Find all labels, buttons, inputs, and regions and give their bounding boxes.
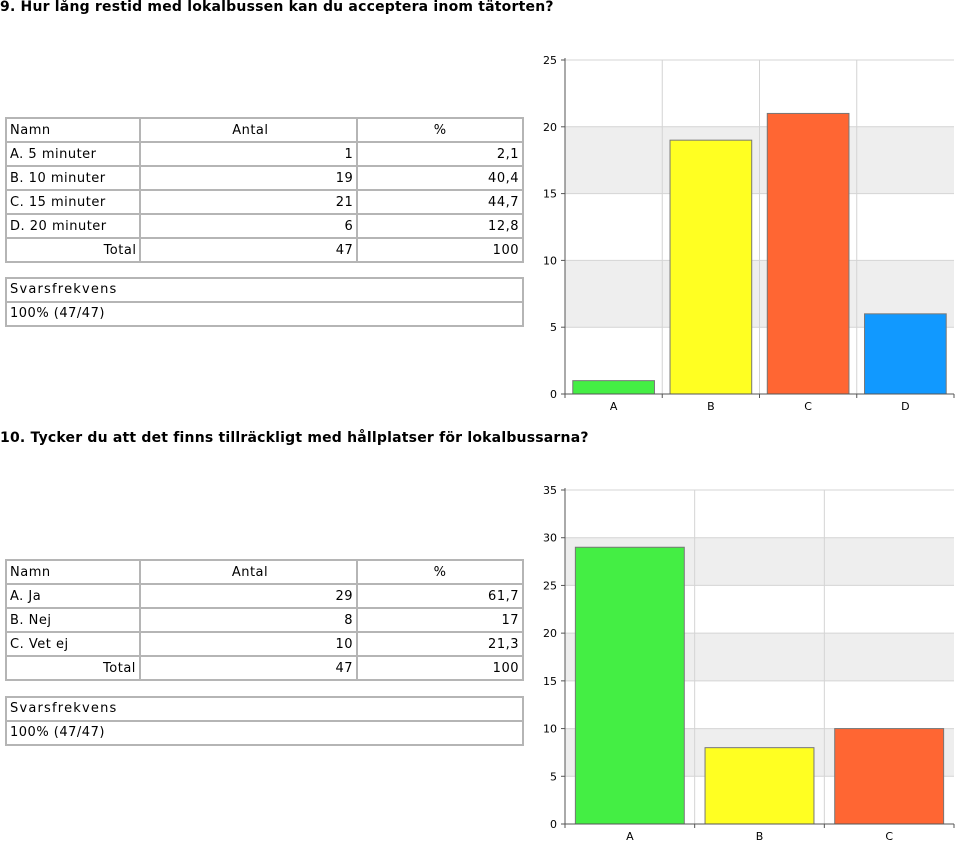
bar <box>835 729 944 824</box>
total-percent: 100 <box>357 238 523 262</box>
response-rate-value: 100% (47/47) <box>5 303 524 327</box>
table-row <box>6 584 523 608</box>
col-header-antal: Antal <box>140 118 357 142</box>
row-percent: 17 <box>357 608 523 632</box>
results-table <box>5 559 524 681</box>
x-tick-label: B <box>755 830 764 842</box>
x-tick-label: C <box>885 830 894 842</box>
row-percent: 61,7 <box>357 584 523 608</box>
row-name: A. Ja <box>6 584 140 608</box>
table-row <box>6 214 523 238</box>
row-antal: 6 <box>140 214 357 238</box>
table-row <box>6 608 523 632</box>
question-title: 10. Tycker du att det finns tillräckligt med hållplatser för lokalbussarna? <box>0 430 589 446</box>
bar-chart-q9 <box>530 50 960 420</box>
row-antal: 10 <box>140 632 357 656</box>
row-name: C. Vet ej <box>6 632 140 656</box>
col-header-percent: % <box>357 560 523 584</box>
table-row <box>6 142 523 166</box>
results-table <box>5 117 524 263</box>
row-name: C. 15 minuter <box>6 190 140 214</box>
table-row <box>6 190 523 214</box>
row-name: A. 5 minuter <box>6 142 140 166</box>
response-rate-box <box>5 696 524 746</box>
x-tick-label: A <box>609 400 618 413</box>
row-antal: 29 <box>140 584 357 608</box>
x-tick-label: A <box>626 830 634 842</box>
row-percent: 12,8 <box>357 214 523 238</box>
row-percent: 21,3 <box>357 632 523 656</box>
bar <box>670 140 752 394</box>
y-tick-label: 25 <box>543 579 557 593</box>
y-tick-label: 30 <box>543 531 557 545</box>
bar <box>767 113 849 394</box>
row-name: B. 10 minuter <box>6 166 140 190</box>
total-percent: 100 <box>357 656 523 680</box>
bar <box>705 748 814 824</box>
table-header-row <box>6 118 523 142</box>
table-total-row <box>6 238 523 262</box>
x-tick-label: B <box>707 400 715 413</box>
total-antal: 47 <box>140 656 357 680</box>
bar <box>573 381 655 394</box>
row-percent: 2,1 <box>357 142 523 166</box>
y-tick-label: 25 <box>543 54 557 67</box>
row-antal: 1 <box>140 142 357 166</box>
col-header-namn: Namn <box>6 560 140 584</box>
table-total-row <box>6 656 523 680</box>
y-tick-label: 20 <box>543 627 557 641</box>
y-tick-label: 0 <box>550 388 557 401</box>
y-tick-label: 10 <box>543 722 557 736</box>
response-rate-label: Svarsfrekvens <box>5 696 524 722</box>
total-label: Total <box>6 656 140 680</box>
bar-chart-q10 <box>530 480 960 842</box>
table-header-row <box>6 560 523 584</box>
table-row <box>6 166 523 190</box>
col-header-percent: % <box>357 118 523 142</box>
y-tick-label: 15 <box>543 674 557 688</box>
question-title: 9. Hur lång restid med lokalbussen kan du acceptera inom tätorten? <box>0 0 554 15</box>
y-tick-label: 20 <box>543 120 557 134</box>
y-tick-label: 0 <box>550 818 557 831</box>
row-name: D. 20 minuter <box>6 214 140 238</box>
row-percent: 44,7 <box>357 190 523 214</box>
response-rate-box <box>5 277 524 327</box>
x-tick-label: C <box>804 400 812 413</box>
row-name: B. Nej <box>6 608 140 632</box>
y-tick-label: 5 <box>550 321 557 335</box>
y-tick-label: 35 <box>543 484 557 497</box>
row-percent: 40,4 <box>357 166 523 190</box>
row-antal: 8 <box>140 608 357 632</box>
total-label: Total <box>6 238 140 262</box>
bar <box>575 547 684 824</box>
row-antal: 19 <box>140 166 357 190</box>
y-tick-label: 5 <box>550 770 557 784</box>
x-tick-label: D <box>901 400 910 413</box>
col-header-antal: Antal <box>140 560 357 584</box>
row-antal: 21 <box>140 190 357 214</box>
col-header-namn: Namn <box>6 118 140 142</box>
table-row <box>6 632 523 656</box>
bar <box>865 314 947 394</box>
response-rate-value: 100% (47/47) <box>5 722 524 746</box>
y-tick-label: 10 <box>543 254 557 268</box>
response-rate-label: Svarsfrekvens <box>5 277 524 303</box>
y-tick-label: 15 <box>543 187 557 201</box>
total-antal: 47 <box>140 238 357 262</box>
